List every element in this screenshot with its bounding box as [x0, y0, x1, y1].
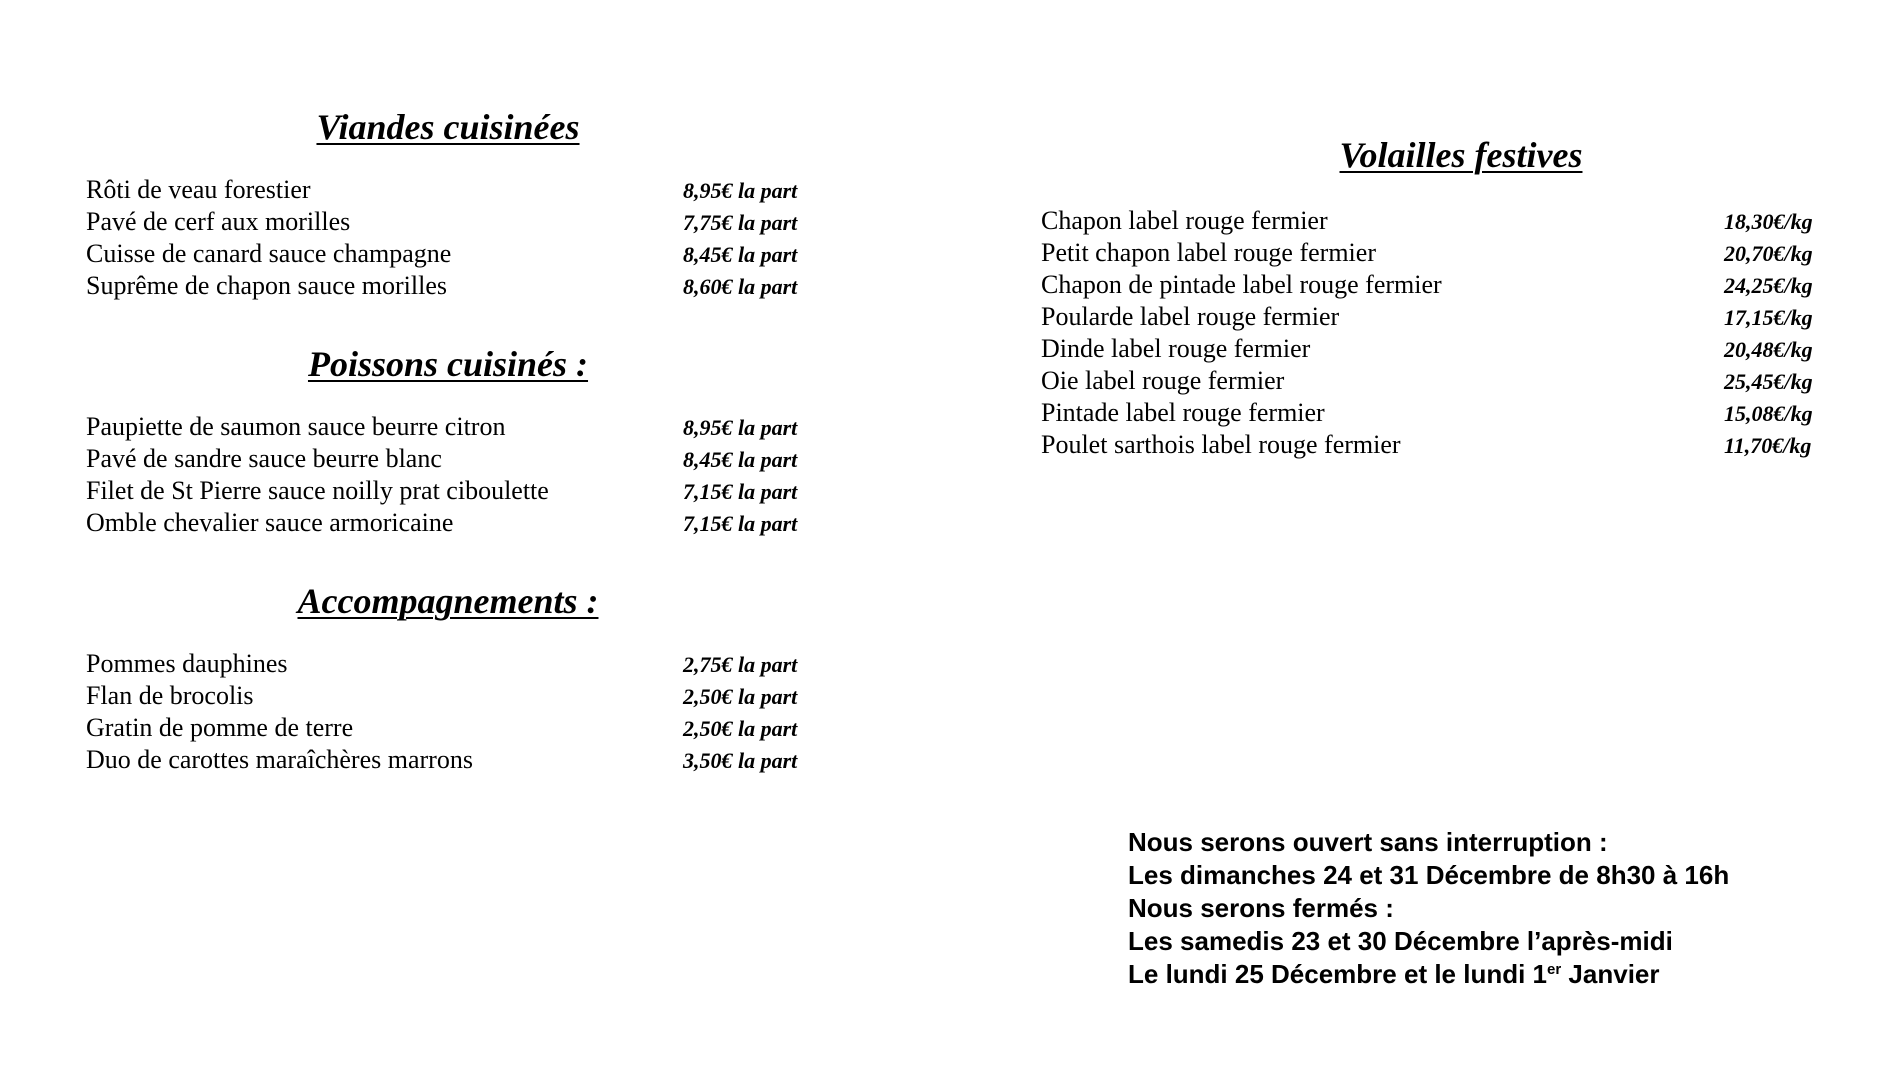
menu-item: [86, 411, 826, 443]
item-price: 7,15€ la part: [683, 511, 798, 536]
item-price: 15,08€/kg: [1724, 401, 1813, 426]
menu-item: [86, 238, 826, 270]
menu-item-list: [86, 174, 826, 302]
item-price: 8,45€ la part: [683, 242, 798, 267]
menu-item: [1041, 205, 1831, 237]
menu-item: [86, 680, 826, 712]
item-price: 7,15€ la part: [683, 479, 798, 504]
ordinal-suffix: er: [1547, 961, 1562, 978]
item-price: 11,70€/kg: [1724, 433, 1812, 458]
section-title: Poissons cuisinés :: [307, 344, 589, 384]
item-name: Pommes dauphines: [86, 649, 288, 678]
item-price: 8,95€ la part: [683, 415, 798, 440]
item-price: 2,50€ la part: [683, 684, 798, 709]
section-title: Volailles festives: [1339, 135, 1583, 175]
section-poissons-cuisines: [86, 342, 826, 539]
item-price: 25,45€/kg: [1724, 369, 1813, 394]
item-name: Flan de brocolis: [86, 681, 254, 710]
opening-hours-notice: [1128, 826, 1729, 991]
item-price: 3,50€ la part: [683, 748, 798, 773]
menu-item: [1041, 269, 1831, 301]
section-title: Accompagnements :: [297, 581, 599, 621]
notice-text: Le lundi 25 Décembre et le lundi 1: [1128, 959, 1548, 989]
item-name: Petit chapon label rouge fermier: [1041, 238, 1376, 267]
notice-line: [1128, 958, 1729, 991]
item-name: Poularde label rouge fermier: [1041, 302, 1340, 331]
left-menu-column: [86, 105, 826, 776]
item-price: 8,45€ la part: [683, 447, 798, 472]
menu-item: [86, 744, 826, 776]
item-name: Omble chevalier sauce armoricaine: [86, 508, 454, 537]
menu-item: [86, 475, 826, 507]
menu-item: [86, 174, 826, 206]
menu-item-list: [86, 411, 826, 539]
notice-text: Janvier: [1561, 959, 1660, 989]
menu-item: [86, 712, 826, 744]
item-price: 8,95€ la part: [683, 178, 798, 203]
menu-item: [1041, 429, 1831, 461]
menu-item: [86, 507, 826, 539]
item-name: Duo de carottes maraîchères marrons: [86, 745, 473, 774]
menu-item: [1041, 237, 1831, 269]
item-name: Paupiette de saumon sauce beurre citron: [86, 412, 506, 441]
item-name: Chapon label rouge fermier: [1041, 206, 1328, 235]
item-price: 8,60€ la part: [683, 274, 798, 299]
item-name: Pintade label rouge fermier: [1041, 398, 1325, 427]
notice-line: Nous serons fermés :: [1128, 893, 1394, 923]
item-name: Pavé de cerf aux morilles: [86, 207, 351, 236]
item-name: Gratin de pomme de terre: [86, 713, 354, 742]
item-price: 20,70€/kg: [1724, 241, 1813, 266]
notice-line: Nous serons ouvert sans interruption :: [1128, 827, 1608, 857]
menu-item-list: [1041, 205, 1831, 461]
menu-item: [86, 648, 826, 680]
item-name: Poulet sarthois label rouge fermier: [1041, 430, 1401, 459]
item-price: 20,48€/kg: [1724, 337, 1813, 362]
item-name: Filet de St Pierre sauce noilly prat ciboulette: [86, 476, 549, 505]
item-price: 24,25€/kg: [1724, 273, 1813, 298]
item-name: Rôti de veau forestier: [86, 175, 311, 204]
item-name: Pavé de sandre sauce beurre blanc: [86, 444, 442, 473]
item-name: Chapon de pintade label rouge fermier: [1041, 270, 1442, 299]
right-menu-column: [1041, 133, 1831, 461]
section-viandes-cuisinees: [86, 105, 826, 302]
item-price: 7,75€ la part: [683, 210, 798, 235]
menu-item: [1041, 333, 1831, 365]
item-name: Cuisse de canard sauce champagne: [86, 239, 452, 268]
notice-line: Les dimanches 24 et 31 Décembre de 8h30 à 16h: [1128, 860, 1730, 890]
item-price: 2,50€ la part: [683, 716, 798, 741]
section-volailles-festives: [1041, 133, 1831, 461]
menu-item: [86, 270, 826, 302]
item-name: Oie label rouge fermier: [1041, 366, 1285, 395]
menu-item: [1041, 301, 1831, 333]
section-title: Viandes cuisinées: [316, 107, 580, 147]
item-name: Dinde label rouge fermier: [1041, 334, 1311, 363]
menu-item: [86, 206, 826, 238]
menu-item-list: [86, 648, 826, 776]
item-price: 17,15€/kg: [1724, 305, 1813, 330]
item-name: Suprême de chapon sauce morilles: [86, 271, 447, 300]
notice-line: Les samedis 23 et 30 Décembre l’après-midi: [1128, 926, 1673, 956]
menu-item: [86, 443, 826, 475]
menu-item: [1041, 397, 1831, 429]
item-price: 2,75€ la part: [683, 652, 798, 677]
menu-item: [1041, 365, 1831, 397]
item-price: 18,30€/kg: [1724, 209, 1813, 234]
section-accompagnements: [86, 579, 826, 776]
